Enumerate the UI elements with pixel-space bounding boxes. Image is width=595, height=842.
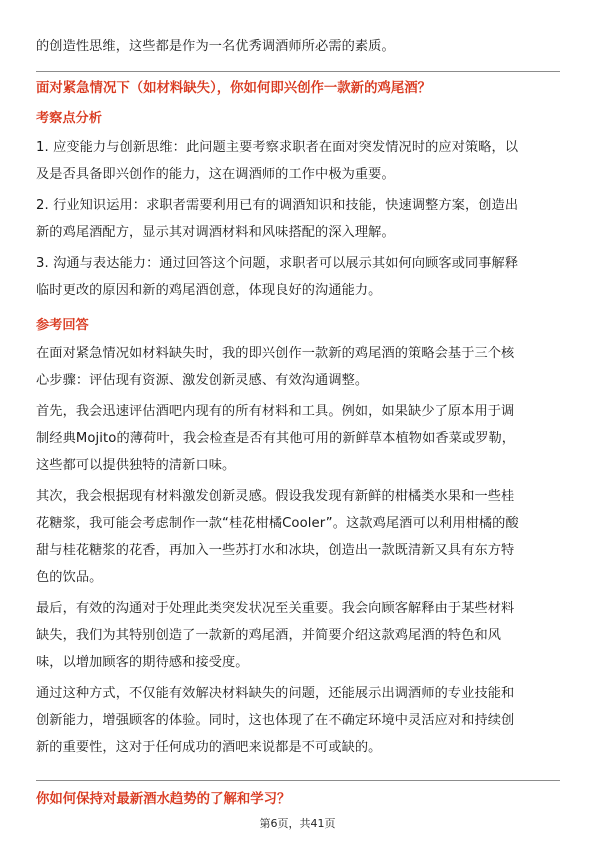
- paragraph-line: 2. 行业知识运用：求职者需要利用已有的调酒知识和技能，快速调整方案，创造出: [36, 198, 519, 213]
- paragraph-line: 3. 沟通与表达能力：通过回答这个问题，求职者可以展示其如何向顾客或同事解释: [36, 256, 519, 271]
- paragraph-line: 新的重要性，这对于任何成功的酒吧来说都是不可或缺的。: [36, 740, 382, 755]
- top-paragraph: [36, 33, 395, 60]
- answer-paragraph: [36, 340, 560, 394]
- paragraph-line: 味，以增加顾客的期待感和接受度。: [36, 655, 249, 670]
- paragraph-line: 在面对紧急情况如材料缺失时，我的即兴创作一款新的鸡尾酒的策略会基于三个核: [36, 346, 515, 361]
- divider: [36, 71, 560, 72]
- paragraph-line: 临时更改的原因和新的鸡尾酒创意，体现良好的沟通能力。: [36, 283, 382, 298]
- paragraph-line: 甜与桂花糖浆的花香，再加入一些苏打水和冰块，创造出一款既清新又具有东方特: [36, 543, 515, 558]
- paragraph-line: 心步骤：评估现有资源、激发创新灵感、有效沟通调整。: [36, 373, 369, 388]
- paragraph-line: 制经典Mojito的薄荷叶，我会检查是否有其他可用的新鲜草本植物如香菜或罗勒，: [36, 431, 516, 446]
- paragraph-line: 色的饮品。: [36, 570, 103, 585]
- analysis-item: [36, 192, 560, 246]
- answer-paragraph: [36, 398, 560, 479]
- analysis-heading: [36, 109, 102, 129]
- page-number: 第6页，共41页: [259, 817, 336, 830]
- paragraph-line: 首先，我会迅速评估酒吧内现有的所有材料和工具。例如，如果缺少了原本用于调: [36, 404, 515, 419]
- answer-body: [36, 340, 560, 761]
- paragraph-line: 最后，有效的沟通对于处理此类突发状况至关重要。我会向顾客解释由于某些材料: [36, 601, 515, 616]
- section-heading: 参考回答: [36, 318, 89, 333]
- question-title: 面对紧急情况下（如材料缺失），你如何即兴创作一款新的鸡尾酒？: [36, 81, 432, 96]
- paragraph-line: 及是否具备即兴创作的能力，这在调酒师的工作中极为重要。: [36, 167, 395, 182]
- paragraph-line: 通过这种方式，不仅能有效解决材料缺失的问题，还能展示出调酒师的专业技能和: [36, 686, 515, 701]
- paragraph-line: 花糖浆，我可能会考虑制作一款“桂花柑橘Cooler”。这款鸡尾酒可以利用柑橘的酸: [36, 516, 519, 531]
- question-1: [36, 79, 431, 99]
- analysis-item: [36, 134, 560, 188]
- paragraph-line: 新的鸡尾酒配方，显示其对调酒材料和风味搭配的深入理解。: [36, 225, 395, 240]
- divider: [36, 780, 560, 781]
- answer-paragraph: [36, 680, 560, 761]
- section-heading: 考察点分析: [36, 111, 102, 126]
- paragraph-line: 创新能力，增强顾客的体验。同时，这也体现了在不确定环境中灵活应对和持续创: [36, 713, 515, 728]
- paragraph-line: 的创造性思维，这些都是作为一名优秀调酒师所必需的素质。: [36, 39, 395, 54]
- answer-heading: [36, 316, 89, 336]
- question-2: [36, 790, 290, 810]
- answer-paragraph: [36, 595, 560, 676]
- answer-paragraph: [36, 483, 560, 591]
- question-title: 你如何保持对最新酒水趋势的了解和学习？: [36, 792, 291, 807]
- paragraph-line: 这些都可以提供独特的清新口味。: [36, 458, 236, 473]
- analysis-item: [36, 250, 560, 304]
- paragraph-line: 缺失，我们为其特别创造了一款新的鸡尾酒，并简要介绍这款鸡尾酒的特色和风: [36, 628, 502, 643]
- analysis-list: [36, 134, 560, 304]
- paragraph-line: 其次，我会根据现有材料激发创新灵感。假设我发现有新鲜的柑橘类水果和一些桂: [36, 489, 515, 504]
- paragraph-line: 1. 应变能力与创新思维：此问题主要考察求职者在面对突发情况时的应对策略，以: [36, 140, 519, 155]
